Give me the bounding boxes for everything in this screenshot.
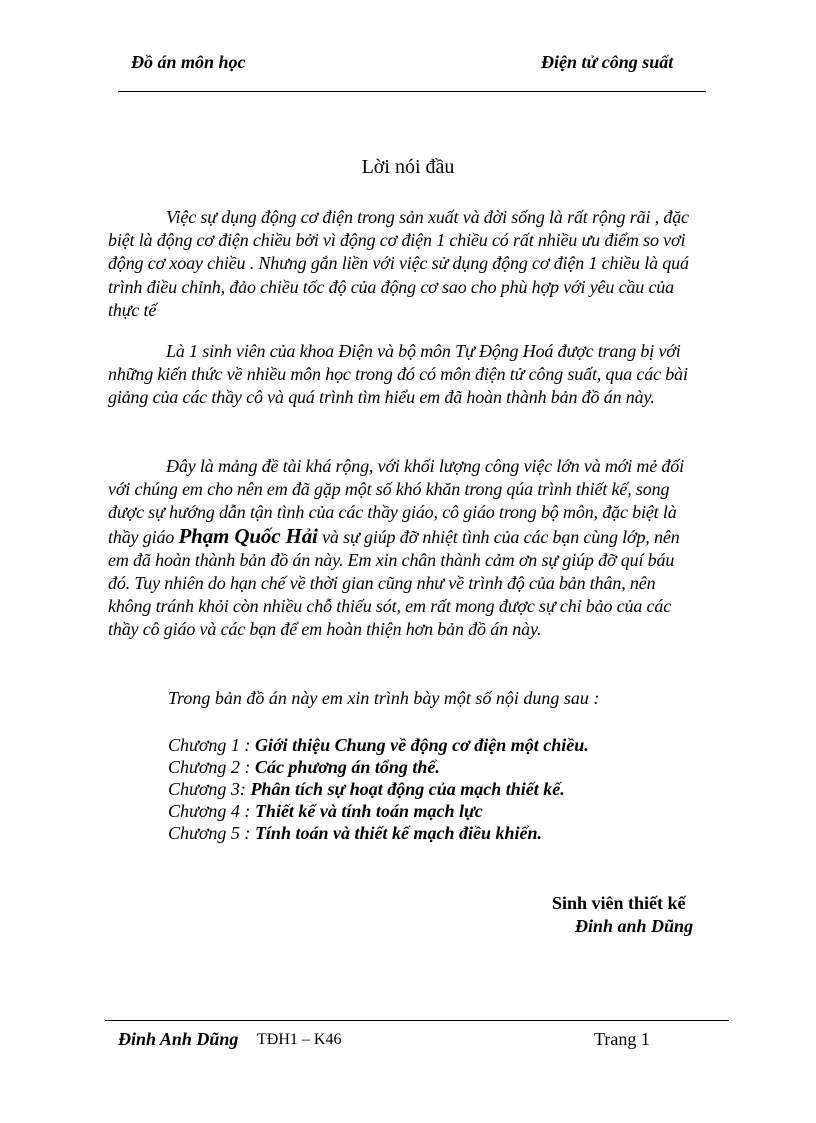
chapter-title: Thiết kế và tính toán mạch lực (254, 801, 483, 821)
paragraph-3-text-after: và sự giúp đỡ nhiệt tình của các bạn cùng lớp, nên em đã hoàn thành bản đồ án này. Em xin chân thành cảm ơn sự giúp đỡ quí báu đó. Tuy nhiên do hạn chế về thời gian cũng như về trình độ của bản thân, nên không tránh khỏi còn nhiều chỗ thiếu sót, em rất mong được sự chỉ bảo của các thầy cô giáo và các bạn để em hoàn thiện hơn bản đồ án này. (108, 526, 680, 640)
chapter-label: Chương 5 : (168, 823, 255, 843)
header-subject-label: Điện tử công suất (541, 52, 674, 72)
paragraph-1-text: Việc sự dụng động cơ điện trong sản xuất và đời sống là rất rộng rãi , đặc biệt là động cơ điện chiều bởi vì động cơ điện 1 chiều có rất nhiều ưu điểm so vơi động cơ xoay chiều . Nhưng gắn liền với việc sử dụng động cơ điện 1 chiều là quá trình điều chỉnh, đảo chiều tốc độ của động cơ sao cho phù hợp với yêu cầu của thực tế (108, 207, 689, 320)
header-course-label: Đồ án môn học (131, 52, 246, 72)
chapter-label: Chương 1 : (168, 735, 255, 755)
footer-author: Đinh Anh Dũng (118, 1029, 239, 1049)
chapter-item (168, 822, 589, 844)
paragraph-2-text: Là 1 sinh viên của khoa Điện và bộ môn Tự Động Hoá được trang bị với những kiến thức về nhiều môn học trong đó có môn điện tử công suất, qua các bài giảng của các thầy cô và quá trình tìm hiểu em đã hoàn thành bản đồ án này. (108, 341, 688, 408)
page-title: Lời nói đầu (361, 156, 455, 178)
chapter-label: Chương 3: (168, 779, 251, 799)
chapter-list (168, 734, 589, 844)
chapter-title: Tính toán và thiết kế mạch điều khiển. (254, 823, 542, 843)
chapter-label: Chương 4 : (168, 801, 255, 821)
advisor-name: Phạm Quốc Hải (178, 523, 318, 548)
footer-page-number: Trang 1 (594, 1029, 650, 1049)
footer-divider (105, 1020, 729, 1021)
chapter-item (168, 800, 589, 822)
chapter-label: Chương 2 : (168, 757, 255, 777)
paragraph-2 (108, 340, 698, 410)
signature-role: Sinh viên thiết kế (552, 893, 686, 913)
chapter-item (168, 778, 589, 800)
paragraph-1 (108, 206, 698, 322)
chapter-title: Các phương án tổng thể. (254, 757, 440, 777)
chapter-title: Giới thiệu Chung về động cơ điện một chiều. (254, 735, 589, 755)
chapter-item (168, 756, 589, 778)
signature-name: Đinh anh Dũng (575, 916, 694, 936)
footer-class-code: TĐH1 – K46 (257, 1031, 342, 1048)
contents-intro: Trong bản đồ án này em xin trình bày một số nội dung sau : (168, 688, 600, 708)
header-divider (118, 91, 706, 92)
paragraph-3 (108, 455, 698, 642)
paragraph-3-text-before: Đây là mảng đề tài khá rộng, với khối lượng công việc lớn và mới mẻ đối với chúng em cho nên em đã gặp một số khó khăn trong qúa trình thiết kế, song được sự hướng dẫn tận tình của các thầy giáo, cô giáo trong bộ môn, đặc biệt là thầy giáo (108, 456, 684, 547)
chapter-title: Phân tích sự hoạt động của mạch thiết kế. (250, 779, 565, 799)
chapter-item (168, 734, 589, 756)
